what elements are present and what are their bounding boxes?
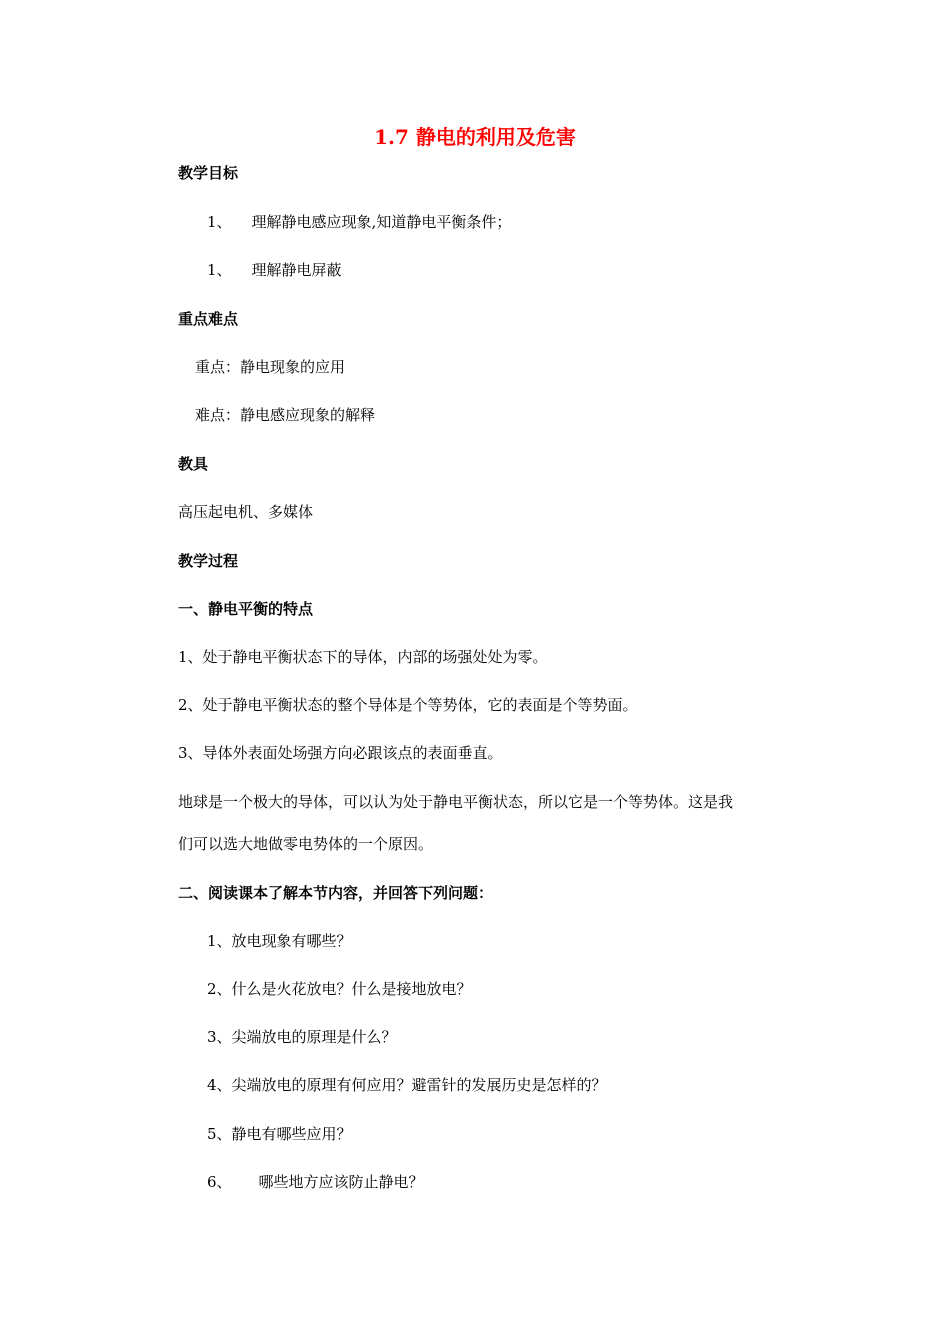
section-2-question-6 bbox=[207, 1172, 424, 1192]
section-2-question-5: 5、静电有哪些应用？ bbox=[207, 1125, 352, 1143]
section-2-question-6-text: 哪些地方应该防止静电？ bbox=[258, 1173, 424, 1191]
section-2-question-3: 3、尖端放电的原理是什么？ bbox=[207, 1028, 397, 1046]
section-1-item-3: 3、导体外表面处场强方向必跟该点的表面垂直。 bbox=[178, 744, 503, 762]
section-1-paragraph-line-1: 地球是一个极大的导体，可以认为处于静电平衡状态，所以它是一个等势体。这是我 bbox=[178, 793, 734, 811]
section-2-question-1: 1、放电现象有哪些？ bbox=[207, 932, 352, 950]
objectives-heading: 教学目标 bbox=[178, 164, 239, 182]
section-2-heading: 二、阅读课本了解本节内容，并回答下列问题： bbox=[178, 884, 494, 902]
key-point-focus: 重点：静电现象的应用 bbox=[195, 358, 346, 376]
page-title: 1.7 静电的利用及危害 bbox=[374, 125, 576, 149]
section-1-heading: 一、静电平衡的特点 bbox=[178, 600, 314, 618]
section-1-paragraph-line-2: 们可以选大地做零电势体的一个原因。 bbox=[178, 835, 434, 853]
objective-item-2-number: 1、 bbox=[207, 261, 232, 279]
process-heading: 教学过程 bbox=[178, 552, 239, 570]
objective-item-1-text: 理解静电感应现象,知道静电平衡条件； bbox=[251, 213, 512, 231]
key-points-heading: 重点难点 bbox=[178, 310, 239, 328]
tools-text: 高压起电机、多媒体 bbox=[178, 503, 314, 521]
section-1-item-2: 2、处于静电平衡状态的整个导体是个等势体，它的表面是个等势面。 bbox=[178, 696, 638, 714]
section-2-question-4: 4、尖端放电的原理有何应用？避雷针的发展历史是怎样的？ bbox=[207, 1076, 607, 1094]
section-1-item-1: 1、处于静电平衡状态下的导体，内部的场强处处为零。 bbox=[178, 648, 548, 666]
section-2-question-2: 2、什么是火花放电？什么是接地放电？ bbox=[207, 980, 472, 998]
objective-item-2 bbox=[207, 260, 342, 280]
tools-heading: 教具 bbox=[178, 455, 209, 473]
objective-item-1-number: 1、 bbox=[207, 213, 232, 231]
objective-item-1 bbox=[207, 212, 511, 232]
key-point-difficulty: 难点：静电感应现象的解释 bbox=[195, 406, 376, 424]
section-2-question-6-number: 6、 bbox=[207, 1173, 232, 1191]
objective-item-2-text: 理解静电屏蔽 bbox=[251, 261, 342, 279]
